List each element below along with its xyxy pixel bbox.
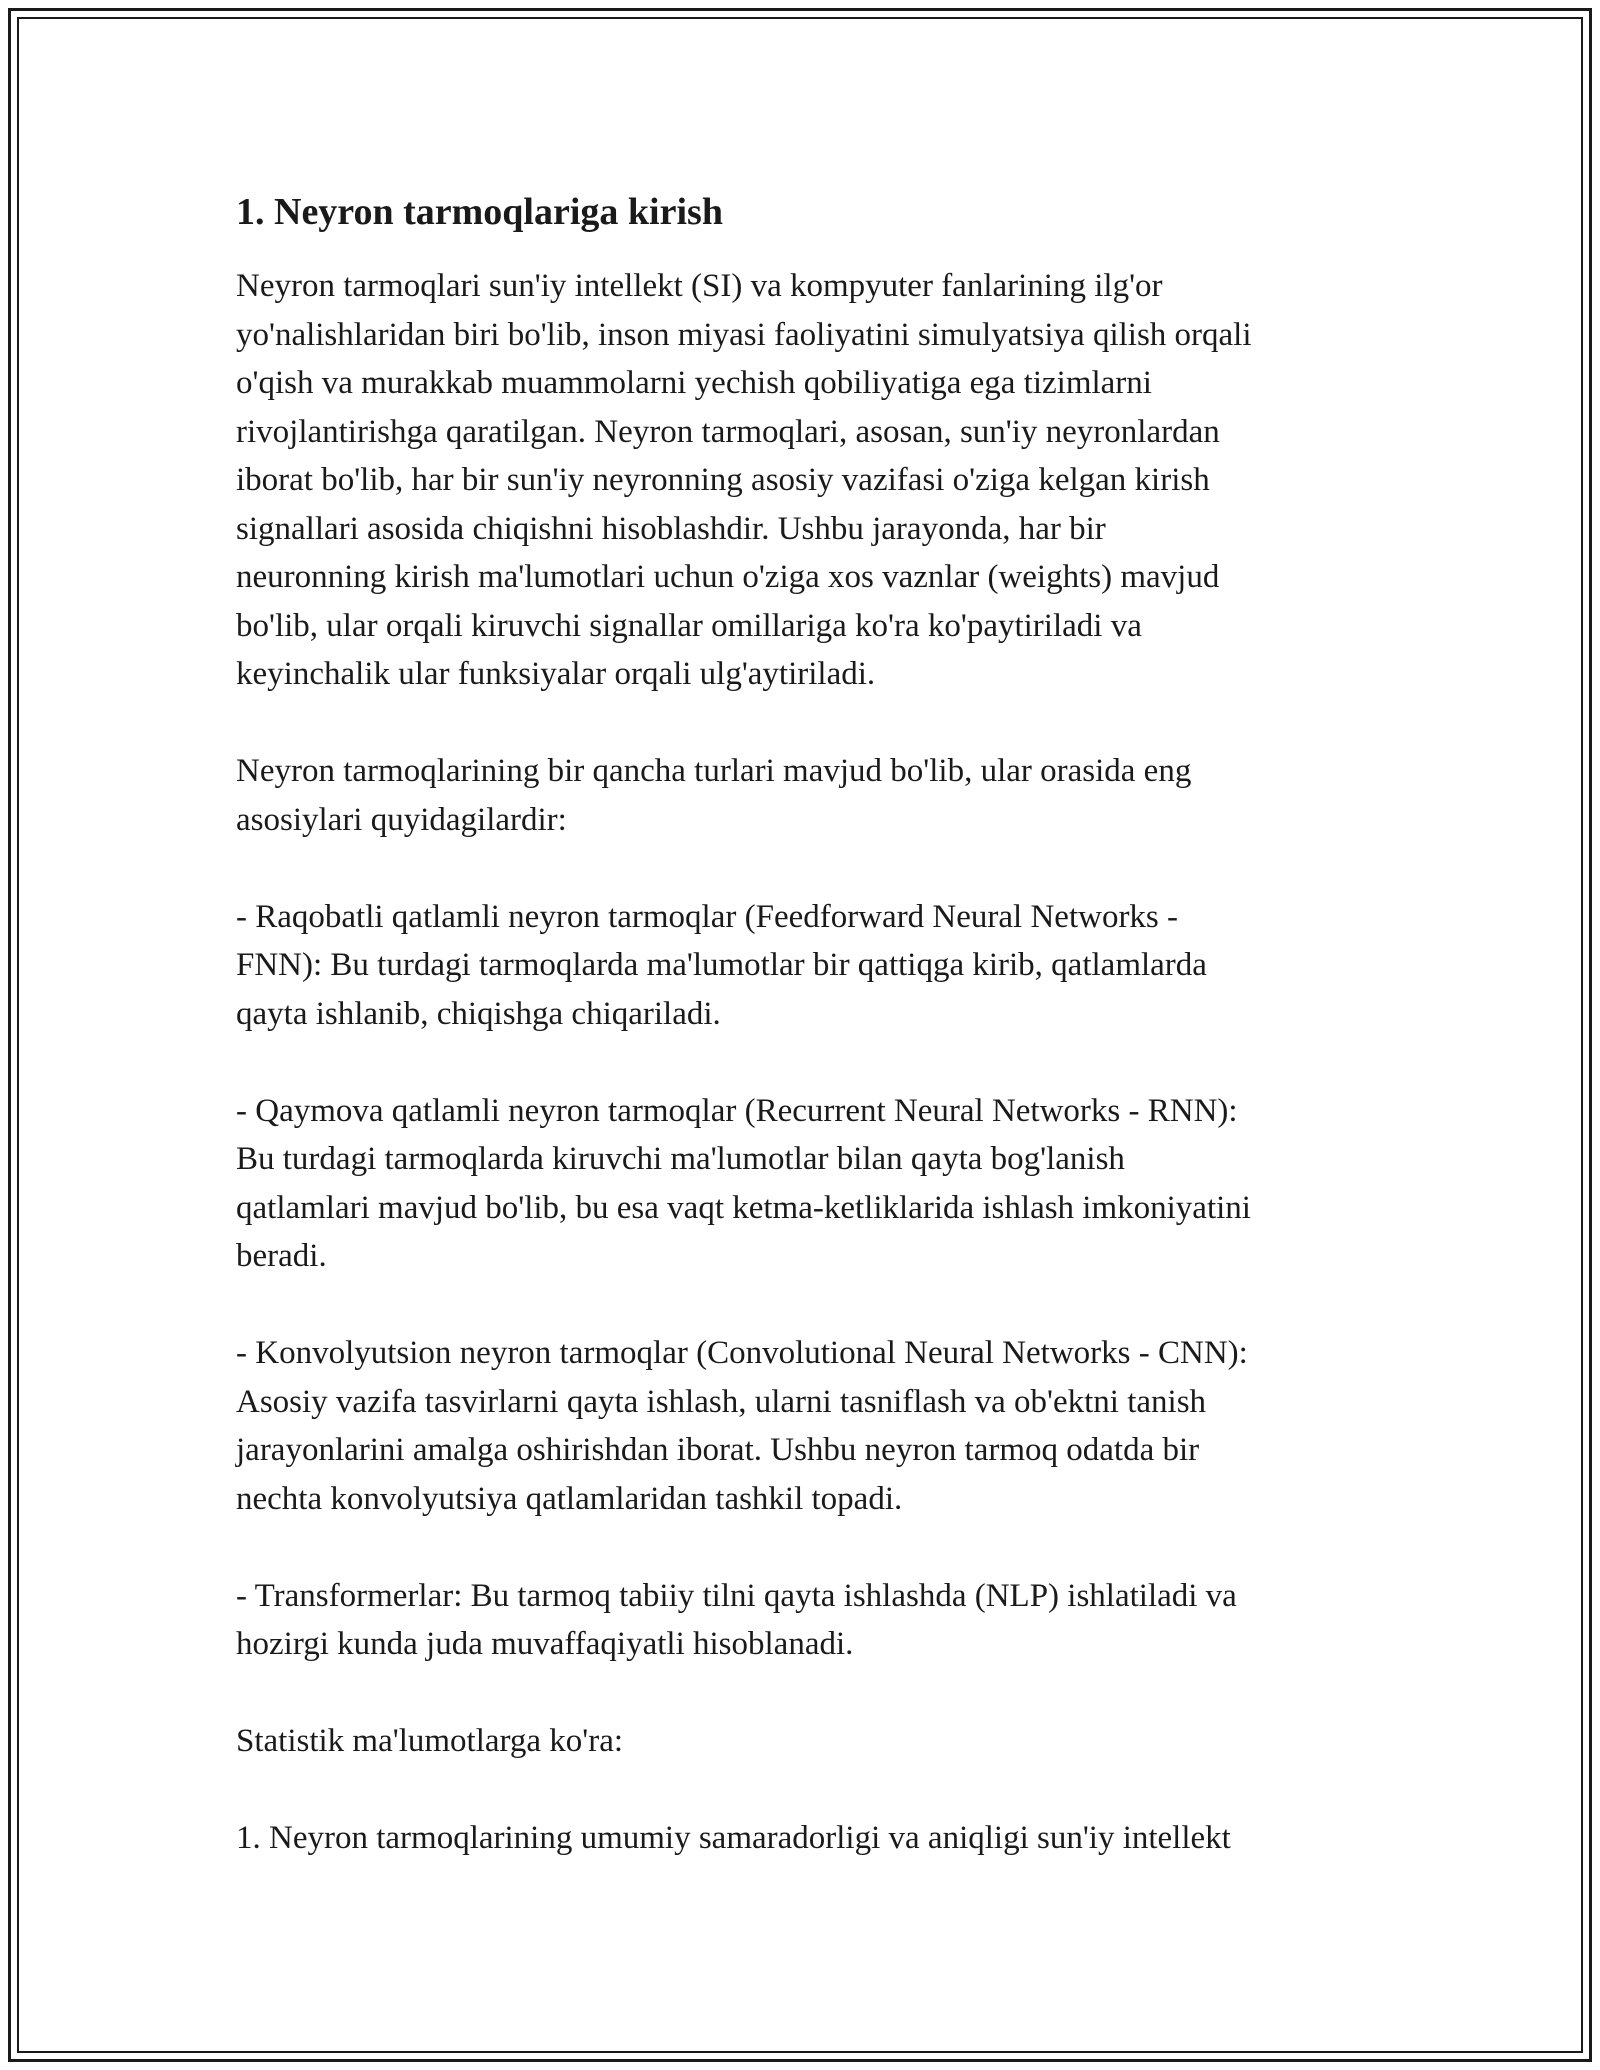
document-body [236, 186, 1376, 1911]
list-item-rnn: - Qaymova qatlamli neyron tarmoqlar (Recurrent Neural Networks - RNN): Bu turdagi tarmoqlarda kiruvchi ma'lumotlar bilan qayta bog'lanish qatlamlari mavjud bo'lib, bu esa vaqt ketma-ketliklarida ishlash imkoniyatini beradi. [236, 1092, 1251, 1274]
statistics-item-1: 1. Neyron tarmoqlarining umumiy samaradorligi va aniqligi sun'iy intellekt [236, 1820, 1231, 1856]
list-item-fnn: - Raqobatli qatlamli neyron tarmoqlar (Feedforward Neural Networks - FNN): Bu turdagi tarmoqlarda ma'lumotlar bir qattiqga kirib, qatlamlarda qayta ishlanib, chiqishga chiqariladi. [236, 898, 1207, 1032]
section-heading: 1. Neyron tarmoqlariga kirish [236, 191, 723, 233]
list-item-cnn: - Konvolyutsion neyron tarmoqlar (Convolutional Neural Networks - CNN): Asosiy vazifa tasvirlarni qayta ishlash, ularni tasniflash va ob'ektni tanish jarayonlarini amalga oshirishdan iborat. Ushbu neyron tarmoq odatda bir nechta konvolyutsiya qatlamlaridan tashkil topadi. [236, 1335, 1248, 1517]
statistics-intro-paragraph: Statistik ma'lumotlarga ko'ra: [236, 1723, 624, 1759]
types-intro-paragraph: Neyron tarmoqlarining bir qancha turlari mavjud bo'lib, ular orasida eng asosiylari quyidagilardir: [236, 753, 1192, 838]
list-item-transformers: - Transformerlar: Bu tarmoq tabiiy tilni qayta ishlashda (NLP) ishlatiladi va hozirgi kunda juda muvaffaqiyatli hisoblanadi. [236, 1577, 1237, 1662]
intro-paragraph: Neyron tarmoqlari sun'iy intellekt (SI) va kompyuter fanlarining ilg'or yo'nalishlaridan biri bo'lib, inson miyasi faoliyatini simulyatsiya qilish orqali o'qish va murakkab muammolarni yechish qobiliyatiga ega tizimlarni rivojlantirishga qaratilgan. Neyron tarmoqlari, asosan, sun'iy neyronlardan iborat bo'lib, har bir sun'iy neyronning asosiy vazifasi o'ziga kelgan kirish signallari asosida chiqishni hisoblashdir. Ushbu jarayonda, har bir neuronning kirish ma'lumotlari uchun o'ziga xos vaznlar (weights) mavjud bo'lib, ular orqali kiruvchi signallar omillariga ko'ra ko'paytiriladi va keyinchalik ular funksiyalar orqali ulg'aytiriladi. [236, 268, 1252, 692]
